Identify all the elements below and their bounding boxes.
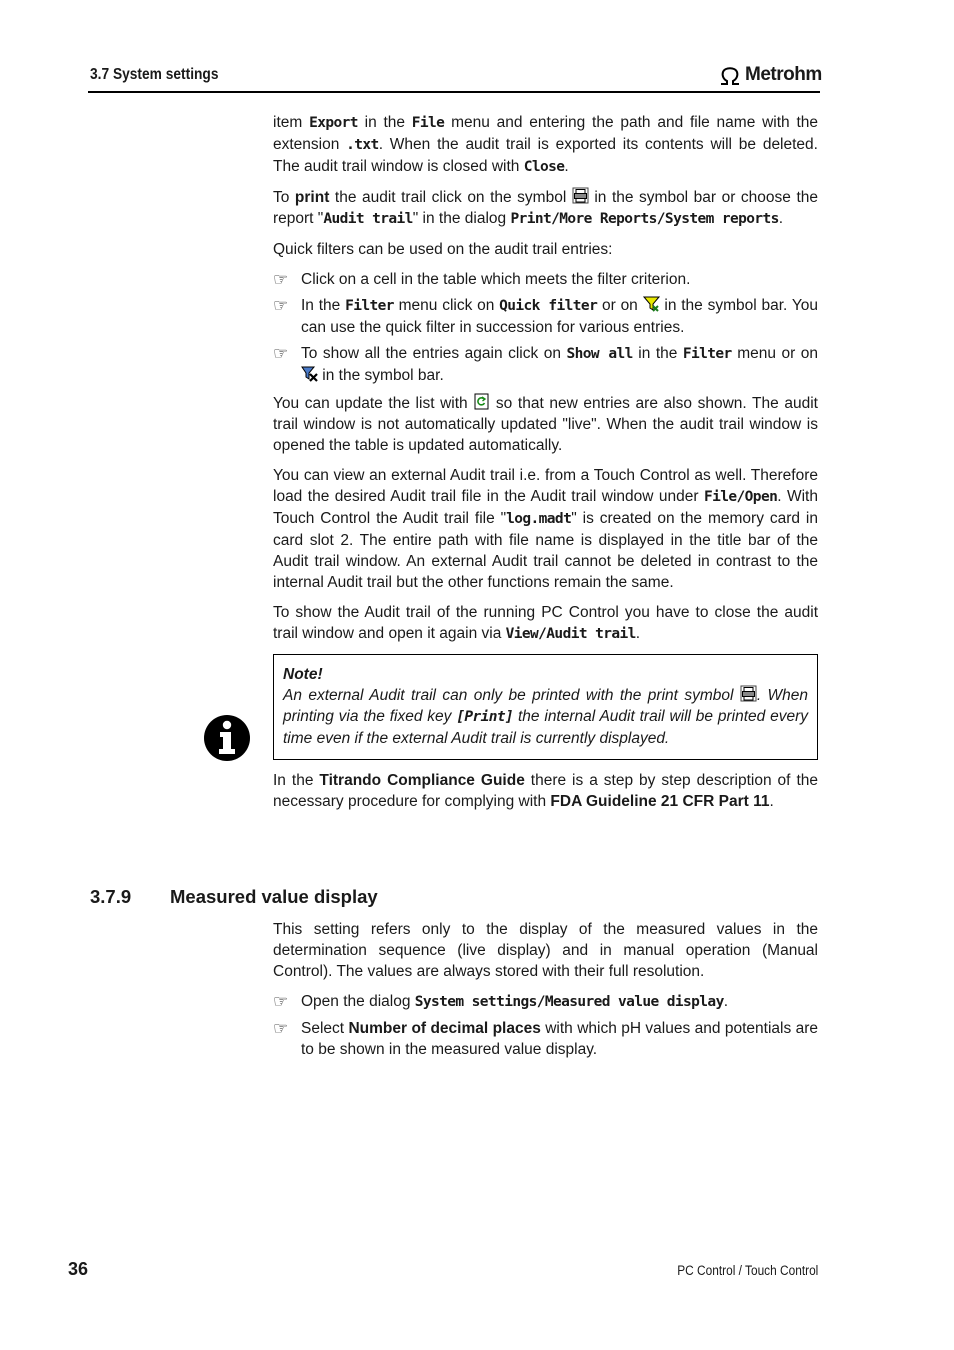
key-print: [Print] bbox=[456, 709, 514, 725]
cmd-quick-filter: Quick filter bbox=[499, 298, 598, 314]
paragraph-compliance: In the Titrando Compliance Guide there is a step by step description of the necessary procedure for complying with FDA Guideline 21 CFR Part 11. bbox=[273, 772, 818, 810]
note-box bbox=[273, 654, 818, 760]
paragraph-export: item Export in the File menu and entering the path and file name with the extension .txt. When the audit trail is exported its contents will be deleted. The audit trail window is closed with Close. bbox=[273, 114, 818, 175]
note-title: Note! bbox=[283, 666, 323, 683]
list-item: ☞ Select Number of decimal places with which pH values and potentials are to be shown in the measured value display. bbox=[273, 1019, 819, 1058]
section-title: Measured value display bbox=[170, 886, 378, 907]
section-heading bbox=[90, 886, 378, 908]
paragraph-update: You can update the list with so that new entries are also shown. The audit trail window is not automatically updated "live". When the audit trail window is opened the table is updated automatically. bbox=[273, 395, 818, 454]
cmd-file: File bbox=[411, 115, 445, 131]
printer-icon bbox=[740, 685, 757, 702]
metrohm-omega-icon bbox=[718, 64, 742, 86]
cmd-audit-trail: Audit trail bbox=[323, 211, 413, 227]
list-item: ☞ To show all the entries again click on Show all in the Filter menu or on in the symbol bar. bbox=[273, 344, 819, 384]
section-number: 3.7.9 bbox=[90, 886, 132, 907]
cmd-txt: .txt bbox=[346, 137, 379, 153]
pointing-hand-icon: ☞ bbox=[273, 270, 289, 289]
pointing-hand-icon: ☞ bbox=[273, 344, 289, 363]
cmd-filter: Filter bbox=[345, 298, 394, 314]
cmd-file-open: File/Open bbox=[704, 489, 778, 505]
note-text: An external Audit trail can only be printed with the print symbol . When printing via the fixed key [Print] the internal Audit trail will be printed every time even if the external Audit trail is currently displayed. bbox=[283, 687, 809, 747]
main-content bbox=[273, 112, 818, 821]
list-item: ☞ Open the dialog System settings/Measured value display. bbox=[273, 992, 729, 1011]
cmd-close: Close bbox=[523, 159, 565, 175]
printer-icon bbox=[572, 187, 589, 204]
quick-filter-icon bbox=[643, 295, 660, 312]
cmd-view-audit-trail: View/Audit trail bbox=[505, 626, 636, 642]
pointing-hand-icon: ☞ bbox=[273, 296, 289, 315]
page-number: 36 bbox=[68, 1259, 89, 1279]
section-content bbox=[273, 919, 818, 1065]
info-icon bbox=[202, 713, 252, 763]
cmd-log-madt: log.madt bbox=[506, 511, 572, 527]
list-item: ☞ In the Filter menu click on Quick filter or on in the symbol bar. You can use the quick filter in succession for various entries. bbox=[273, 296, 818, 336]
cmd-show-all: Show all bbox=[566, 346, 633, 362]
paragraph-quick-filters: Quick filters can be used on the audit trail entries: bbox=[273, 241, 613, 258]
paragraph-measured-value: This setting refers only to the display of the measured values in the determination sequence (live display) and in manual operation (Manual Control). The values are always stored with their full resolution. bbox=[273, 921, 818, 980]
paragraph-print: To print the audit trail click on the symbol in the symbol bar or choose the report "Audit trail" in the dialog Print/More Reports/System reports. bbox=[273, 189, 818, 227]
remove-filter-icon bbox=[301, 365, 318, 382]
brand-logo bbox=[718, 62, 823, 88]
cmd-export: Export bbox=[309, 115, 358, 131]
cmd-filter: Filter bbox=[682, 346, 732, 362]
cmd-print-more-reports: Print/More Reports/System reports bbox=[510, 211, 779, 227]
paragraph-show-audit: To show the Audit trail of the running PC Control you have to close the audit trail window and open it again via View/Audit trail. bbox=[273, 604, 818, 642]
refresh-icon bbox=[473, 393, 490, 410]
cmd-system-settings: System settings/Measured value display bbox=[414, 994, 724, 1010]
brand-name: Metrohm bbox=[745, 64, 822, 85]
running-header-section: 3.7 System settings bbox=[90, 66, 219, 83]
pointing-hand-icon: ☞ bbox=[273, 992, 289, 1011]
pointing-hand-icon: ☞ bbox=[273, 1019, 289, 1038]
paragraph-external-audit: You can view an external Audit trail i.e. from a Touch Control as well. Therefore load the desired Audit trail file in the Audit trail window under File/Open. With Touch Control the Audit trail file "log.madt" is created on the memory card in card slot 2. The entire path with file name is displayed in the title bar of the Audit trail window. An external Audit trail cannot be deleted in contrast to the internal Audit trail but the other functions remain the same. bbox=[273, 467, 818, 591]
header-rule bbox=[88, 91, 820, 93]
footer-title: PC Control / Touch Control bbox=[676, 1263, 818, 1278]
list-item: ☞ Click on a cell in the table which meets the filter criterion. bbox=[273, 270, 691, 289]
